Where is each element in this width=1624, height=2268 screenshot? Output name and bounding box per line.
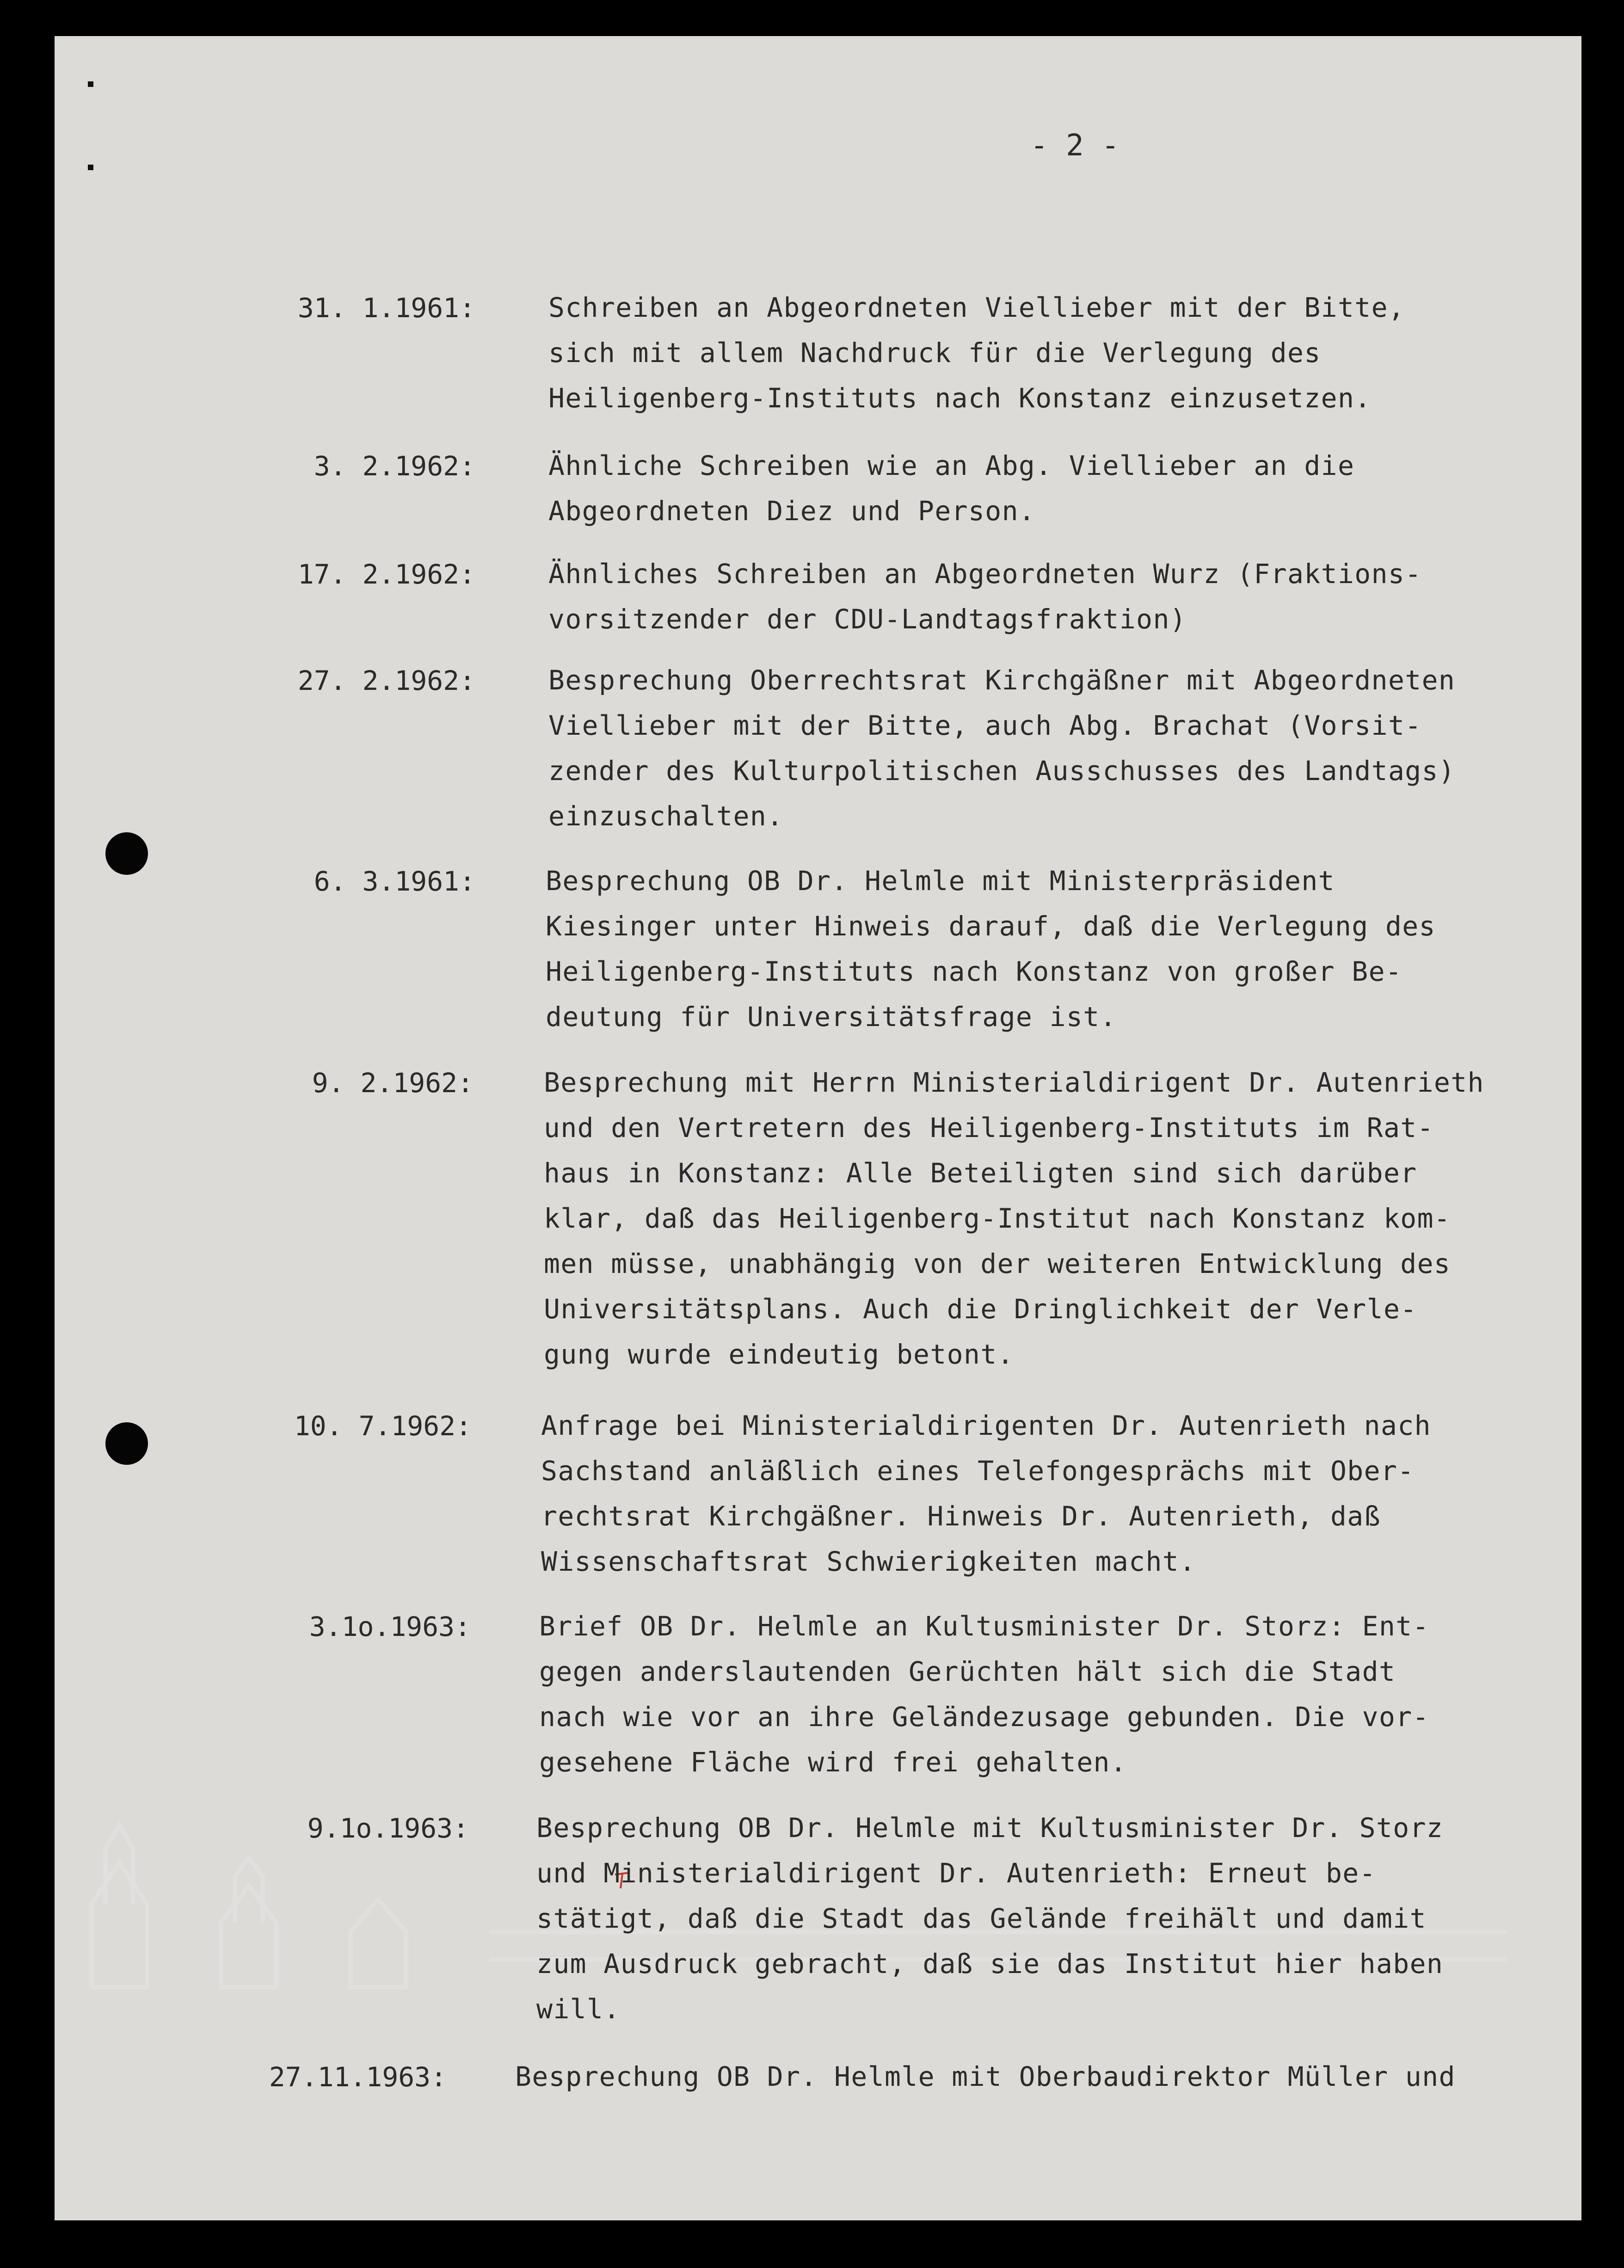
entry-date: 31. 1.1961: [297, 292, 475, 324]
entry-line: Sachstand anläßlich eines Telefongesprächs mit Ober- [541, 1455, 1415, 1487]
entry-line: gesehene Fläche wird frei gehalten. [539, 1746, 1127, 1778]
entry-line: gung wurde eindeutig betont. [544, 1339, 1014, 1370]
entry-line: sich mit allem Nachdruck für die Verlegung des [548, 337, 1321, 369]
entry-text [539, 1604, 1429, 1785]
entry-line: Besprechung OB Dr. Helmle mit Oberbaudirektor Müller und [515, 2061, 1456, 2092]
entry-line: zender des Kulturpolitischen Ausschusses des Landtags) [548, 755, 1456, 787]
entry-line: Wissenschaftsrat Schwierigkeiten macht. [541, 1546, 1196, 1577]
entry-line: Besprechung OB Dr. Helmle mit Ministerpräsident [546, 865, 1335, 897]
entry-text [536, 1805, 1443, 2032]
entry-line: Besprechung mit Herrn Ministerialdirigent Dr. Autenrieth [544, 1067, 1484, 1098]
entry-text [546, 858, 1436, 1039]
entry-line: klar, daß das Heiligenberg-Institut nach Konstanz kom- [544, 1203, 1451, 1234]
entry-line: und Ministerialdirigent Dr. Autenrieth: Erneut be- [536, 1857, 1376, 1889]
entry-line: Besprechung OB Dr. Helmle mit Kultusminister Dr. Storz [536, 1812, 1444, 1844]
entry-date: 9. 2.1962: [312, 1067, 474, 1099]
entry-line: deutung für Universitätsfrage ist. [546, 1001, 1117, 1033]
entry-line: Universitätsplans. Auch die Dringlichkeit der Verle- [544, 1293, 1417, 1325]
entry-line: Besprechung Oberrechtsrat Kirchgäßner mit Abgeordneten [548, 664, 1456, 696]
entry-line: Heiligenberg-Instituts nach Konstanz einzusetzen. [548, 382, 1372, 414]
entry-line: rechtsrat Kirchgäßner. Hinweis Dr. Autenrieth, daß [541, 1500, 1381, 1532]
entry-date: 17. 2.1962: [297, 559, 475, 590]
entry-text [544, 1060, 1484, 1377]
margin-mark-1 [88, 81, 93, 87]
entry-line: Heiligenberg-Instituts nach Konstanz von großer Be- [546, 956, 1403, 987]
entry-date: 27.11.1963: [269, 2061, 447, 2093]
entry-line: men müsse, unabhängig von der weiteren Entwicklung des [544, 1248, 1451, 1279]
entry-date: 10. 7.1962: [294, 1410, 472, 1442]
document-page [55, 36, 1581, 2220]
entry-line: vorsitzender der CDU-Landtagsfraktion) [548, 603, 1187, 635]
entry-date: 9.1o.1963: [307, 1813, 469, 1844]
entry-text [548, 443, 1354, 534]
entry-line: zum Ausdruck gebracht, daß sie das Institut hier haben [536, 1948, 1444, 1979]
entry-line: Ähnliches Schreiben an Abgeordneten Wurz (Fraktions- [548, 558, 1422, 590]
entry-text [515, 2054, 1456, 2099]
entry-line: einzuschalten. [548, 800, 784, 832]
entry-text [548, 551, 1422, 642]
entry-text [548, 285, 1405, 421]
entry-line: Viellieber mit der Bitte, auch Abg. Brachat (Vorsit- [548, 710, 1422, 741]
entry-text [548, 658, 1455, 839]
entry-line: nach wie vor an ihre Geländezusage gebunden. Die vor- [539, 1701, 1429, 1733]
entry-line: gegen anderslautenden Gerüchten hält sich die Stadt [539, 1656, 1396, 1687]
entry-date: 6. 3.1961: [314, 866, 475, 897]
page-number: - 2 - [1030, 129, 1120, 163]
entry-line: will. [536, 1993, 621, 2025]
entry-date: 3. 2.1962: [314, 450, 475, 482]
entry-date: 27. 2.1962: [297, 665, 475, 696]
entry-text [541, 1403, 1431, 1584]
entry-line: und den Vertretern des Heiligenberg-Instituts im Rat- [544, 1112, 1434, 1143]
entry-line: Kiesinger unter Hinweis darauf, daß die Verlegung des [546, 910, 1436, 942]
entry-line: Anfrage bei Ministerialdirigenten Dr. Autenrieth nach [541, 1410, 1431, 1441]
entry-line: Brief OB Dr. Helmle an Kultusminister Dr. Storz: Ent- [539, 1610, 1429, 1642]
entry-line: Ähnliche Schreiben wie an Abg. Viellieber an die [548, 450, 1355, 481]
entry-line: Schreiben an Abgeordneten Viellieber mit der Bitte, [548, 292, 1405, 323]
entry-date: 3.1o.1963: [309, 1611, 471, 1642]
entry-line: stätigt, daß die Stadt das Gelände freihält und damit [536, 1903, 1427, 1934]
margin-mark-2 [88, 165, 93, 170]
entry-line: haus in Konstanz: Alle Beteiligten sind sich darüber [544, 1157, 1417, 1189]
entry-line: Abgeordneten Diez und Person. [548, 495, 1036, 527]
